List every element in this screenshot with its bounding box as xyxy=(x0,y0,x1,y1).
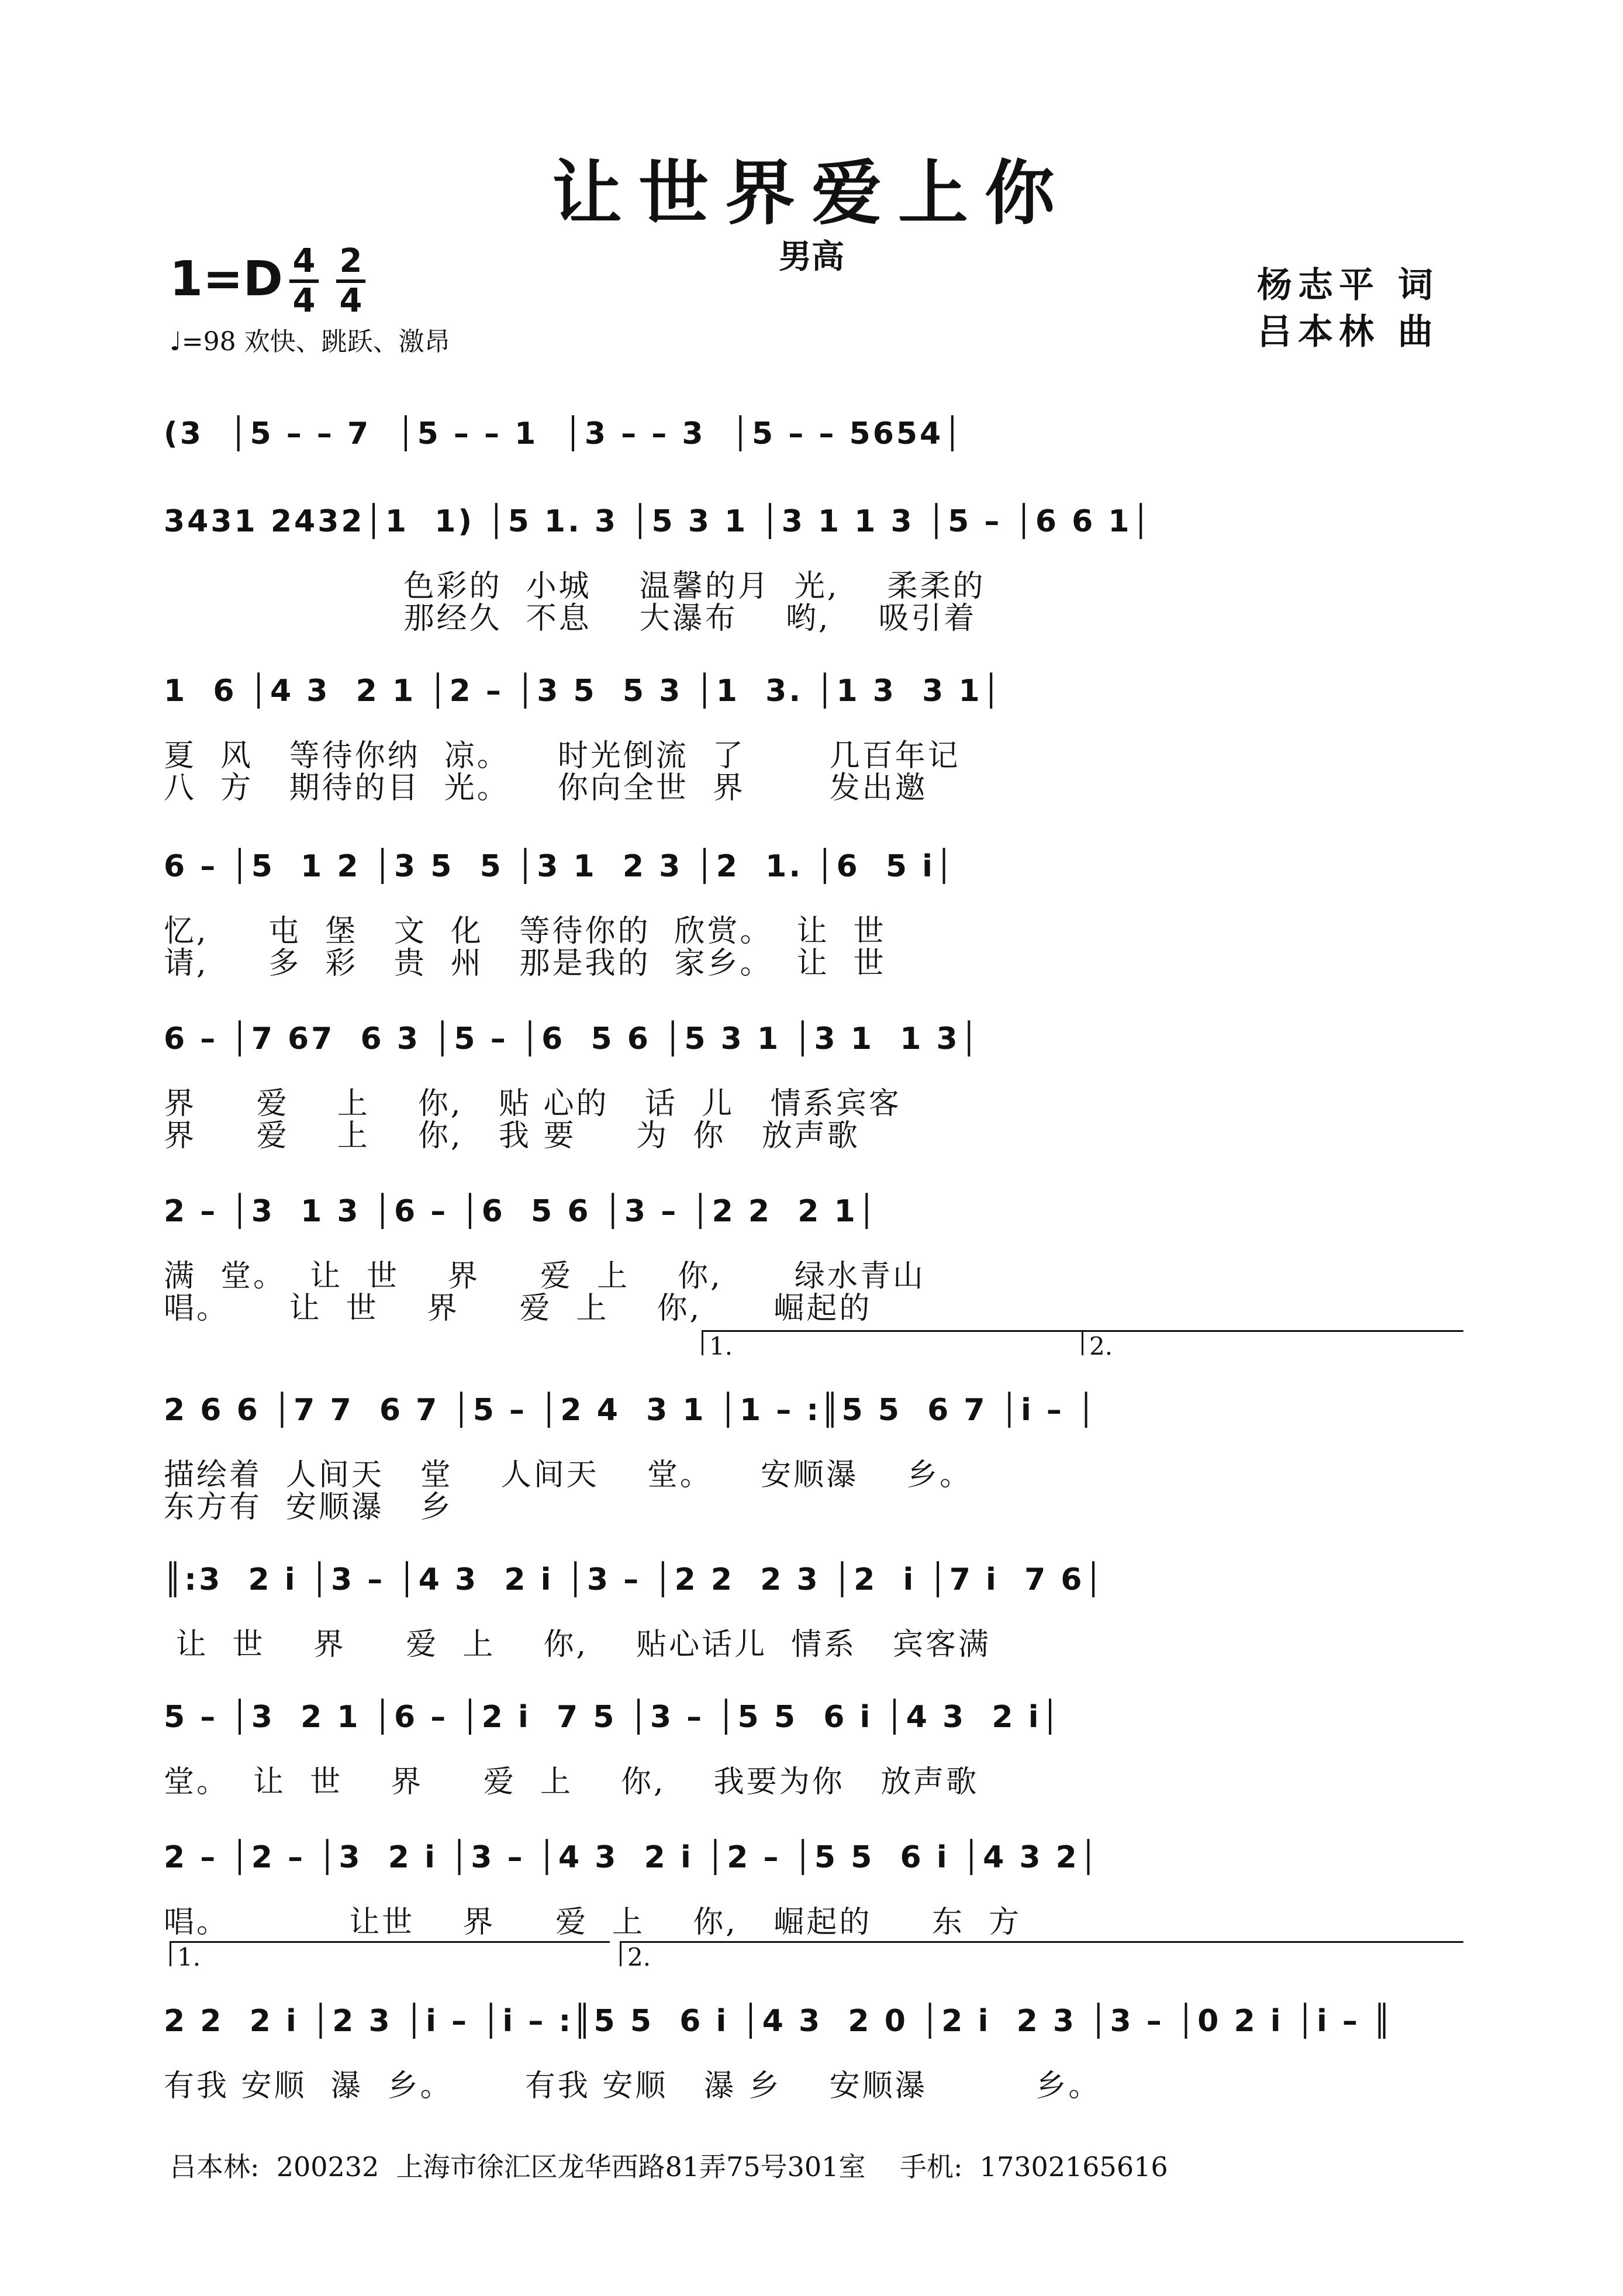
key-signature: 1=D xyxy=(170,251,283,307)
time-signature-2 xyxy=(336,244,365,318)
contact-footer: 吕本林: 200232 上海市徐汇区龙华西路81弄75号301室 手机: 17302165616 xyxy=(170,2151,1168,2183)
lyric-verse-1: 色彩的 小城 温馨的月 光, 柔柔的 xyxy=(164,569,986,604)
lyric-verse-1: 让 世 界 爱 上 你, 贴心话儿 情系 宾客满 xyxy=(164,1627,991,1662)
lyric-verse-2: 那经久 不息 大瀑布 哟, 吸引着 xyxy=(164,601,977,636)
notation-line: (3 │5 – – 7 │5 – – 1 │3 – – 3 │5 – – 5654│ xyxy=(164,416,964,451)
lyric-verse-1: 夏 风 等待你纳 凉。 时光倒流 了 几百年记 xyxy=(164,738,961,774)
lyric-verse-2: 界 爱 上 你, 我 要 为 你 放声歌 xyxy=(164,1118,860,1154)
page-title: 让世界爱上你 xyxy=(552,152,1071,234)
tempo-marking: ♩=98 欢快、跳跃、激昂 xyxy=(170,327,450,357)
lyric-verse-1: 忆, 屯 堡 文 化 等待你的 欣赏。 让 世 xyxy=(164,914,886,949)
time-signature-top: 4 xyxy=(292,242,316,280)
composer-credit: 吕本林 曲 xyxy=(1257,312,1439,353)
volta-second-ending: 2. xyxy=(1082,1330,1463,1355)
notation-line: 6 – │7 67 6 3 │5 – │6 5 6 │5 3 1 │3 1 1 3│ xyxy=(164,1021,980,1056)
notation-line: 2 – │2 – │3 2 i │3 – │4 3 2 i │2 – │5 5 6 i │4 3 2│ xyxy=(164,1840,1100,1875)
lyric-verse-1: 满 堂。 让 世 界 爱 上 你, 绿水青山 xyxy=(164,1259,926,1294)
lyric-verse-2: 八 方 期待的目 光。 你向全世 界 发出邀 xyxy=(164,771,928,806)
notation-line: 3431 2432│1 1) │5 1. 3 │5 3 1 │3 1 1 3 │5 – │6 6 1│ xyxy=(164,504,1152,539)
lyric-verse-1: 有我 安顺 瀑 乡。 有我 安顺 瀑 乡 安顺瀑 乡。 xyxy=(164,2069,1101,2104)
notation-line: 6 – │5 1 2 │3 5 5 │3 1 2 3 │2 1. │6 5 i│ xyxy=(164,849,956,884)
lyric-verse-1: 堂。 让 世 界 爱 上 你, 我要为你 放声歌 xyxy=(164,1765,979,1800)
volta-first-ending: 1. xyxy=(170,1941,610,1966)
volta-second-ending: 2. xyxy=(620,1941,1463,1966)
page-subtitle: 男高 xyxy=(779,237,844,276)
notation-line: ║:3 2 i │3 – │4 3 2 i │3 – │2 2 2 3 │2 i │7 i 7 6│ xyxy=(164,1562,1105,1597)
notation-line: 2 – │3 1 3 │6 – │6 5 6 │3 – │2 2 2 1│ xyxy=(164,1194,879,1229)
lyric-verse-1: 唱。 让世 界 爱 上 你, 崛起的 东 方 xyxy=(164,1905,1022,1940)
time-signature-top: 2 xyxy=(339,242,362,280)
time-signature-1 xyxy=(289,244,319,318)
lyricist-credit: 杨志平 词 xyxy=(1257,265,1439,306)
notation-line: 1 6 │4 3 2 1 │2 – │3 5 5 3 │1 3. │1 3 3 1│ xyxy=(164,674,1003,709)
notation-line: 2 6 6 │7 7 6 7 │5 – │2 4 3 1 │1 – :║5 5 6 7 │i – │ xyxy=(164,1393,1098,1428)
volta-first-ending: 1. xyxy=(702,1330,1083,1355)
notation-line: 5 – │3 2 1 │6 – │2 i 7 5 │3 – │5 5 6 i │4 3 2 i│ xyxy=(164,1700,1062,1735)
time-signature-bottom: 4 xyxy=(339,282,362,320)
lyric-verse-1: 描绘着 人间天 堂 人间天 堂。 安顺瀑 乡。 xyxy=(164,1458,973,1493)
time-signature-bottom: 4 xyxy=(292,282,316,320)
lyric-verse-2: 唱。 让 世 界 爱 上 你, 崛起的 xyxy=(164,1291,872,1326)
lyric-verse-1: 界 爱 上 你, 贴 心的 话 儿 情系宾客 xyxy=(164,1086,902,1121)
lyric-verse-2: 请, 多 彩 贵 州 那是我的 家乡。 让 世 xyxy=(164,946,886,981)
lyric-verse-2: 东方有 安顺瀑 乡 xyxy=(164,1490,453,1525)
notation-line: 2 2 2 i │2 3 │i – │i – :║5 5 6 i │4 3 2 0 │2 i 2 3 │3 – │0 2 i │i – ║ xyxy=(164,2004,1394,2039)
